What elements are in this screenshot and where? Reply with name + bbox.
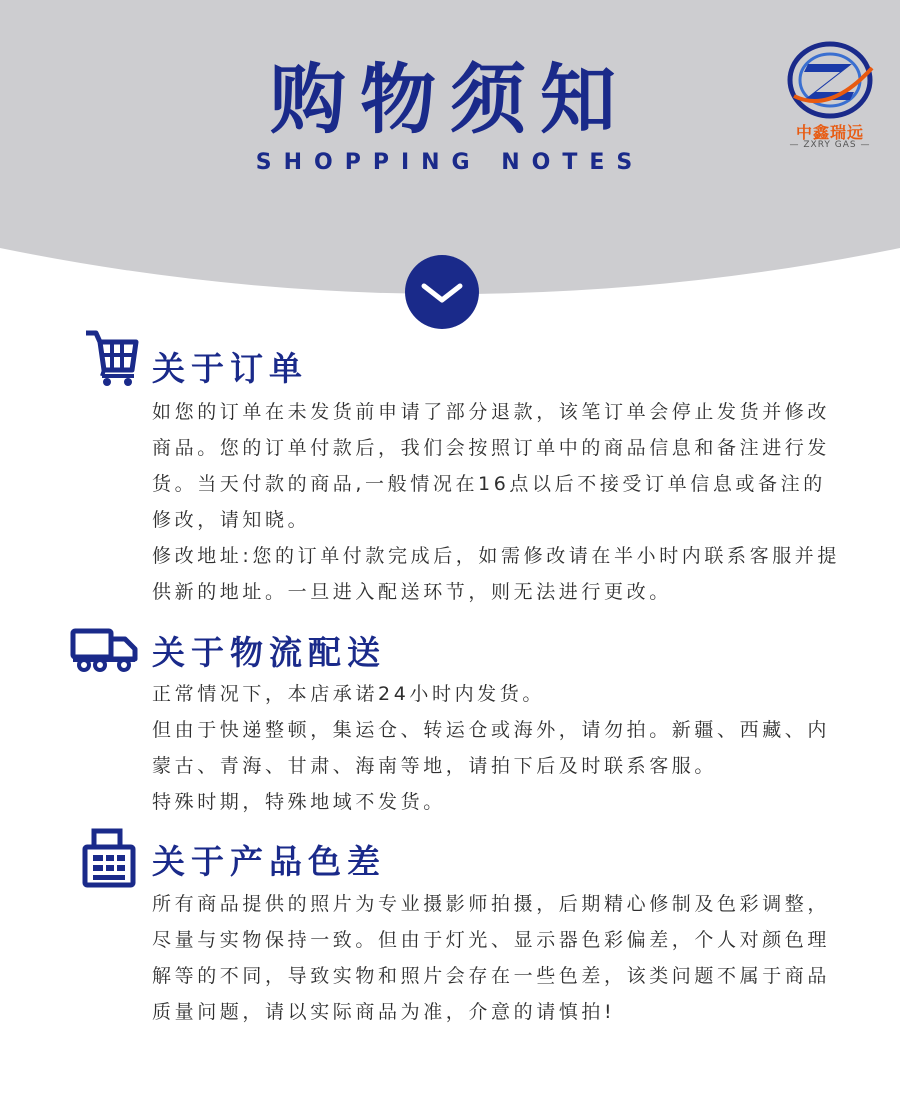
logistics-paragraph-1: 正常情况下，本店承诺24小时内发货。 — [152, 683, 545, 705]
page-title: 购物须知 — [270, 55, 630, 144]
delivery-truck-icon — [70, 627, 140, 673]
logo-name-cn: 中鑫瑞远 — [795, 123, 864, 142]
chevron-down-icon — [404, 254, 480, 330]
logistics-paragraph-3: 特殊时期，特殊地域不发货。 — [152, 791, 446, 813]
order-paragraph-1: 如您的订单在未发货前申请了部分退款，该笔订单会停止发货并修改商品。您的订单付款后，我们会按照订单中的商品信息和备注进行发货。当天付款的商品,一般情况在16点以后不接受订单信息或备注的修改，请知晓。 — [152, 401, 831, 531]
logo-name-en: — ZXRY GAS — — [789, 140, 871, 150]
brand-logo — [780, 38, 880, 158]
logo-mark-icon — [780, 38, 880, 120]
section-title-logistics: 关于物流配送 — [152, 633, 386, 672]
color-paragraph-1: 所有商品提供的照片为专业摄影师拍摄，后期精心修制及色彩调整，尽量与实物保持一致。但由于灯光、显示器色彩偏差，个人对颜色理解等的不同，导致实物和照片会存在一些色差，该类问题不属于商品质量问题，请以实际商品为准，介意的请慎拍! — [152, 893, 831, 1023]
logistics-paragraph-2: 但由于快递整顿，集运仓、转运仓或海外，请勿拍。新疆、西藏、内蒙古、青海、甘肃、海南等地，请拍下后及时联系客服。 — [152, 719, 831, 777]
calculator-icon — [82, 828, 136, 888]
page-subtitle: SHOPPING NOTES — [255, 150, 645, 175]
order-paragraph-2: 修改地址:您的订单付款完成后，如需修改请在半小时内联系客服并提供新的地址。一旦进入配送环节，则无法进行更改。 — [152, 545, 841, 603]
section-title-color: 关于产品色差 — [152, 842, 386, 881]
section-title-order: 关于订单 — [152, 349, 308, 388]
shopping-cart-icon — [82, 328, 140, 388]
